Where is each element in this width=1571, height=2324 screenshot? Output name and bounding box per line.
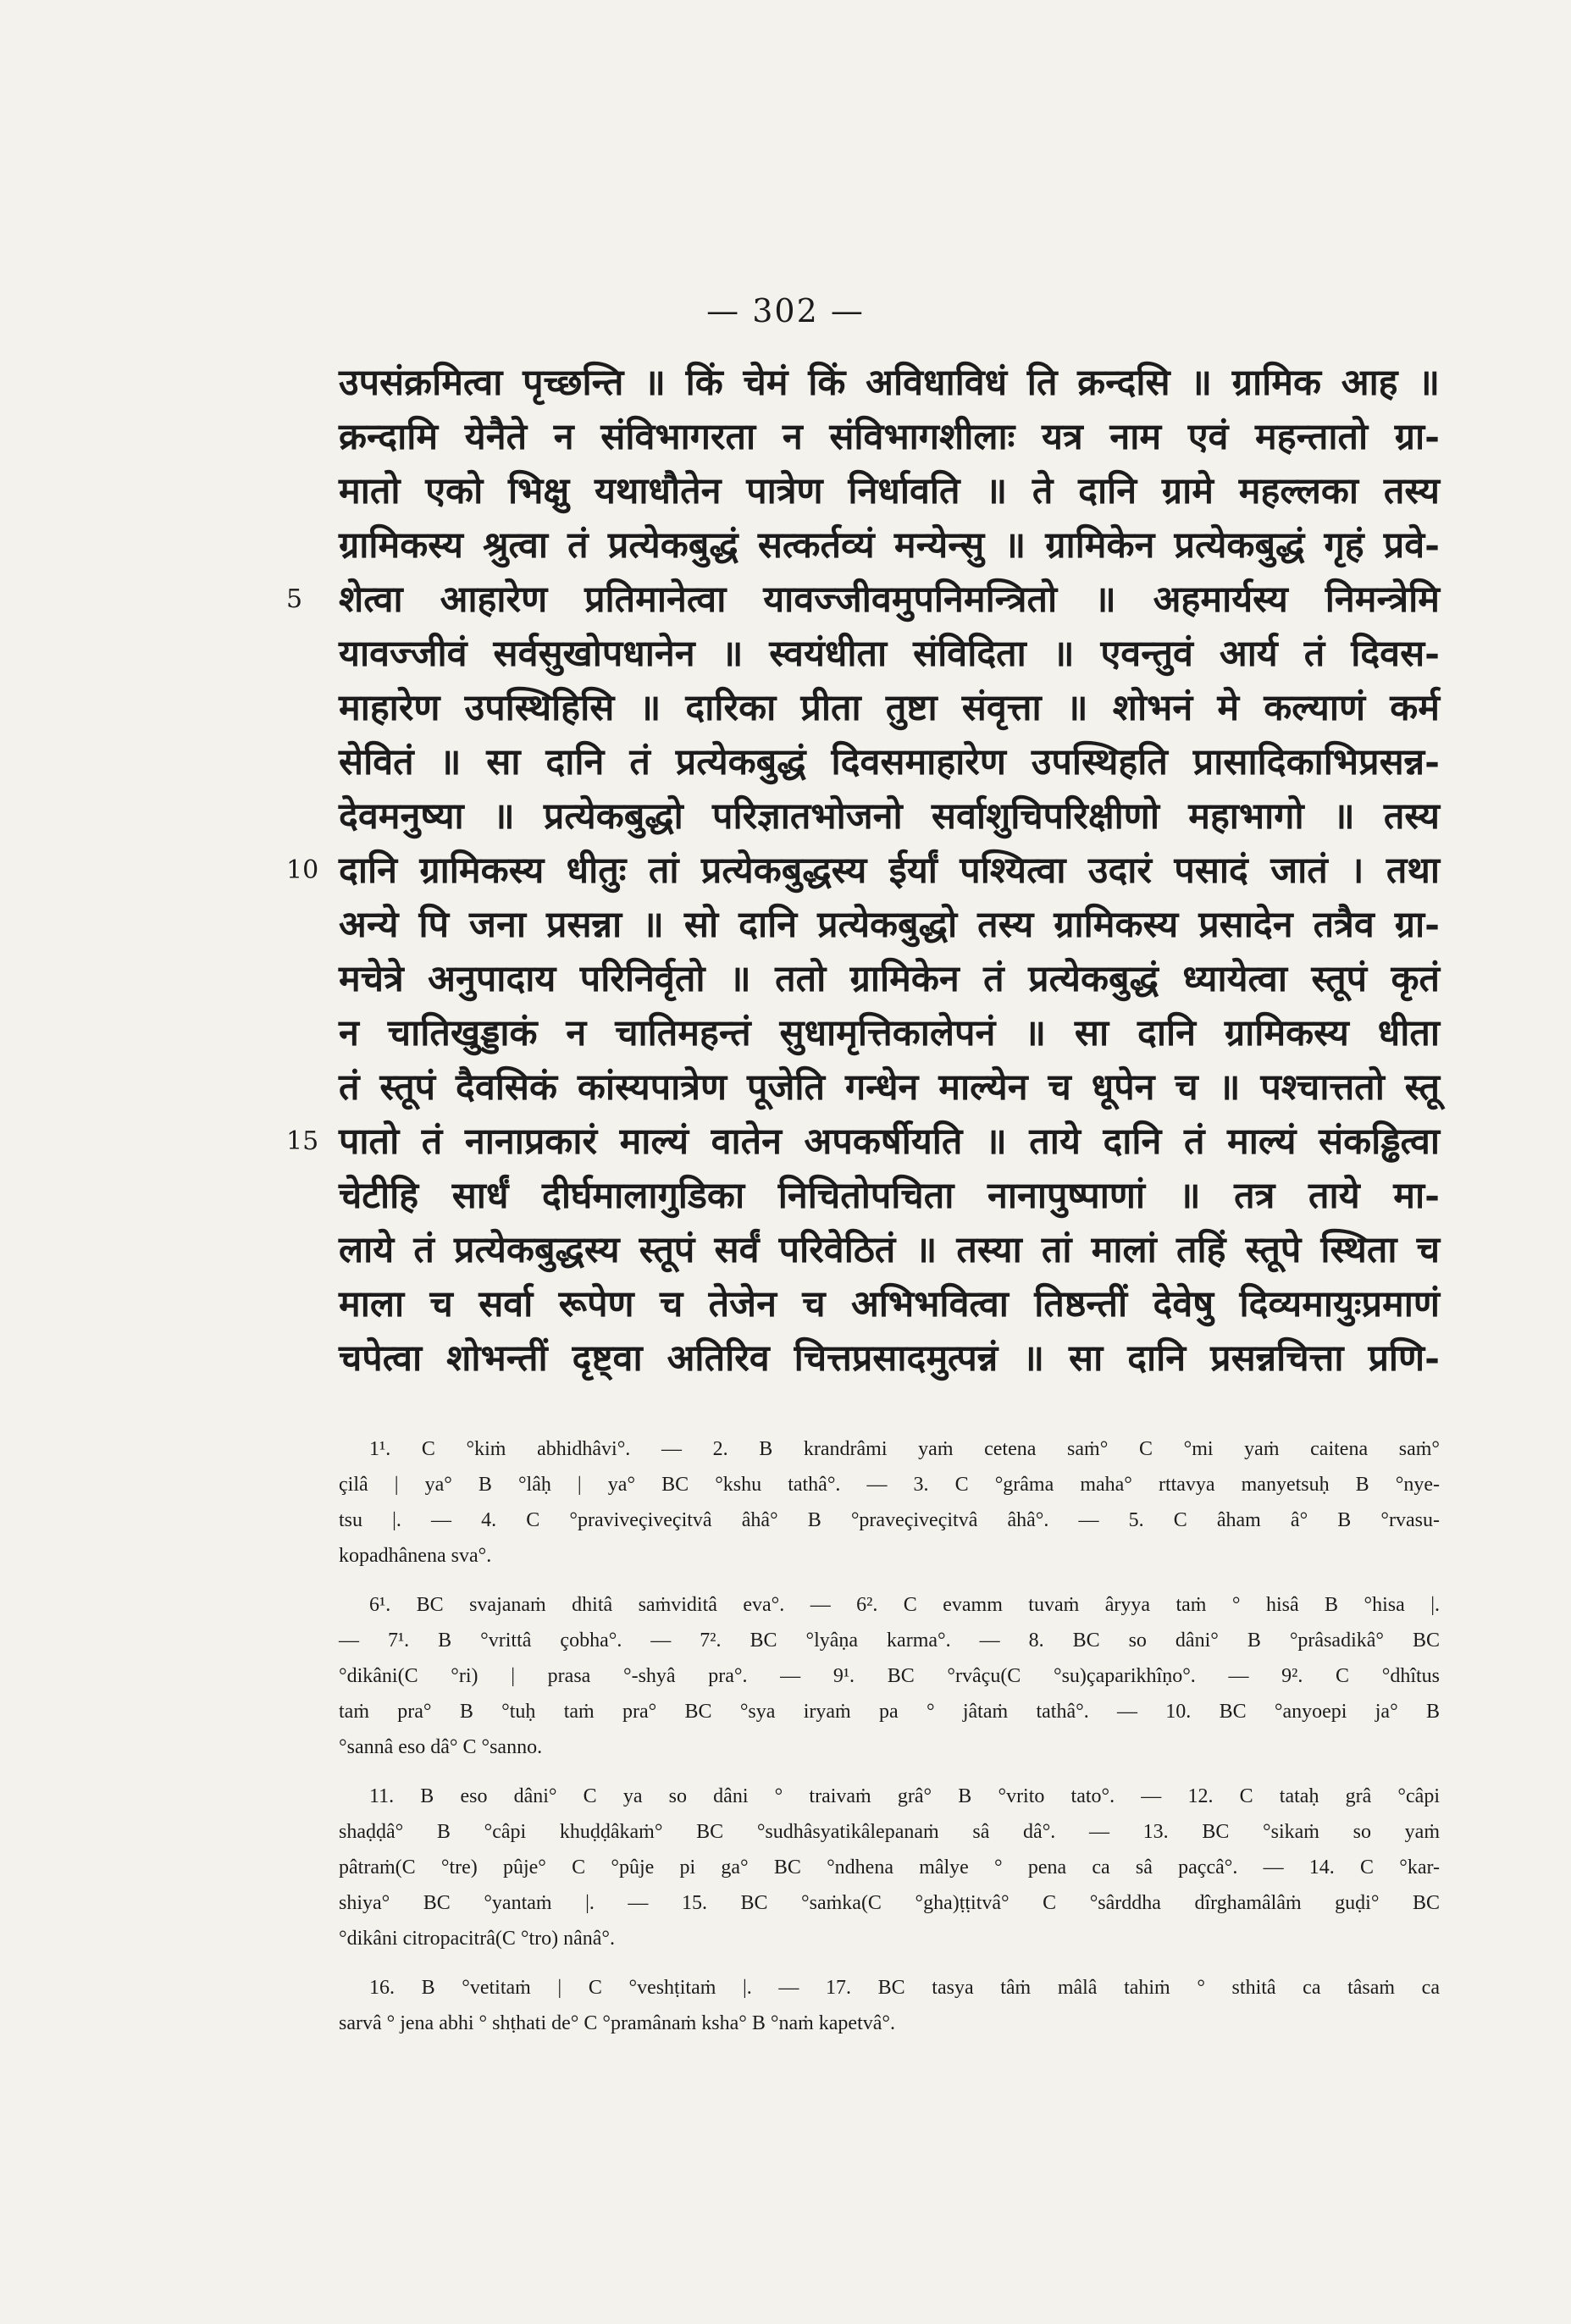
line-text: शेत्वा आहारेण प्रतिमानेत्वा यावज्जीवमुपनिमन्त्रितो ॥ अहमार्यस्य निमन्त्रेमि (339, 578, 1440, 621)
text-line (286, 573, 1440, 627)
text-line (286, 844, 1440, 898)
note-paragraph (339, 1970, 1440, 2041)
line-number: 5 (286, 584, 303, 614)
note-line: sarvâ ° jena abhi ° shṭhati de° C °pramânaṁ ksha° B °naṁ kapetvâ°. (339, 2012, 895, 2034)
text-line (339, 1169, 1440, 1223)
text-line (339, 681, 1440, 735)
line-text: न चातिखुड्डाकं न चातिमहन्तं सुधामृत्तिकालेपनं ॥ सा दानि ग्रामिकस्य धीता (339, 1012, 1440, 1054)
note-line: 11. B eso dâni° C ya so dâni ° traivaṁ grâ° B °vrito tato°. — 12. C tataḥ grâ °câpi (369, 1785, 1440, 1807)
line-text: माहारेण उपस्थिहिसि ॥ दारिका प्रीता तुष्टा संवृत्ता ॥ शोभनं मे कल्याणं कर्म (339, 687, 1440, 729)
note-line: tsu |. — 4. C °praviveçiveçitvâ âhâ° B °praveçiveçitvâ âhâ°. — 5. C âham â° B °rvasu- (339, 1509, 1440, 1531)
note-line: °dikâni citropacitrâ(C °tro) nânâ°. (339, 1928, 616, 1950)
critical-apparatus (339, 1431, 1440, 2055)
main-text (286, 356, 1441, 1386)
note-line: çilâ | ya° B °lâḥ | ya° BC °kshu tathâ°. — 3. C °grâma maha° rttavya manyetsuḥ B °nye- (339, 1474, 1440, 1496)
note-line: 6¹. BC svajanaṁ dhitâ saṁviditâ eva°. — 6². C evamm tuvaṁ âryya taṁ ° hisâ B °hisa |. (369, 1594, 1440, 1616)
text-line (339, 627, 1440, 681)
text-line (339, 410, 1440, 464)
note-line: pâtraṁ(C °tre) pûje° C °pûje pi ga° BC °ndhena mâlye ° pena ca sâ paçcâ°. — 14. C °kar- (339, 1856, 1440, 1879)
line-text: उपसंक्रमित्वा पृच्छन्ति ॥ किं चेमं किं अविधाविधं ति क्रन्दसि ॥ ग्रामिक आह ॥ (339, 362, 1440, 404)
line-text: पातो तं नानाप्रकारं माल्यं वातेन अपकर्षीयति ॥ ताये दानि तं माल्यं संकड्ढित्वा (339, 1120, 1440, 1163)
note-paragraph (339, 1431, 1440, 1574)
line-number: 10 (286, 855, 319, 885)
note-paragraph (339, 1779, 1440, 1956)
text-line (339, 518, 1440, 573)
line-text: देवमनुष्या ॥ प्रत्येकबुद्धो परिज्ञातभोजनो सर्वाशुचिपरिक्षीणो महाभागो ॥ तस्य (339, 795, 1440, 838)
line-number: 15 (286, 1126, 319, 1156)
text-line (339, 898, 1440, 952)
line-text: तं स्तूपं दैवसिकं कांस्यपात्रेण पूजेति गन्धेन माल्येन च धूपेन च ॥ पश्चात्ततो स्तू (339, 1066, 1440, 1109)
text-line (339, 1060, 1440, 1115)
note-line: shiya° BC °yantaṁ |. — 15. BC °saṁka(C °gha)ṭṭitvâ° C °sârddha dîrghamâlâṁ guḍi° BC (339, 1892, 1440, 1914)
note-line: 16. B °vetitaṁ | C °veshṭitaṁ |. — 17. BC tasya tâṁ mâlâ tahiṁ ° sthitâ ca tâsaṁ ca (369, 1977, 1440, 1999)
note-line: °sannâ eso dâ° C °sanno. (339, 1736, 543, 1758)
text-line (339, 1006, 1440, 1060)
page-number: — 302 — (706, 292, 865, 329)
line-text: मचेत्रे अनुपादाय परिनिर्वृतो ॥ ततो ग्रामिकेन तं प्रत्येकबुद्धं ध्यायेत्वा स्तूपं कृतं (339, 958, 1440, 1000)
line-text: मातो एको भिक्षु यथाधौतेन पात्रेण निर्धावति ॥ ते दानि ग्रामे महल्लका तस्य (339, 470, 1440, 512)
text-line (339, 1277, 1440, 1331)
text-line (339, 789, 1440, 844)
line-text: दानि ग्रामिकस्य धीतुः तां प्रत्येकबुद्धस्य ईर्यां पश्यित्वा उदारं पसादं जातं । तथा (339, 849, 1440, 892)
text-line (339, 464, 1440, 518)
line-text: माला च सर्वा रूपेण च तेजेन च अभिभवित्वा तिष्ठन्तीं देवेषु दिव्यमायुःप्रमाणं (339, 1283, 1441, 1325)
line-text: अन्ये पि जना प्रसन्ना ॥ सो दानि प्रत्येकबुद्धो तस्य ग्रामिकस्य प्रसादेन तत्रैव ग्रा- (339, 904, 1440, 946)
text-line (339, 735, 1440, 789)
note-line: 1¹. C °kiṁ abhidhâvi°. — 2. B krandrâmi yaṁ cetena saṁ° C °mi yaṁ caitena saṁ° (369, 1438, 1440, 1460)
note-line: kopadhânena sva°. (339, 1545, 492, 1567)
line-text: यावज्जीवं सर्वसुखोपधानेन ॥ स्वयंधीता संविदिता ॥ एवन्तुवं आर्य तं दिवस- (339, 633, 1440, 675)
text-line (339, 356, 1440, 410)
text-line (286, 1115, 1440, 1169)
text-line (339, 1331, 1440, 1386)
text-line (339, 1223, 1440, 1277)
line-text: चेटीहि सार्धं दीर्घमालागुडिका निचितोपचिता नानापुष्पाणां ॥ तत्र ताये मा- (339, 1175, 1440, 1217)
note-line: — 7¹. B °vrittâ çobha°. — 7². BC °lyâṇa karma°. — 8. BC so dâni° B °prâsadikâ° BC (339, 1630, 1440, 1652)
line-text: चपेत्वा शोभन्तीं दृष्ट्वा अतिरिव चित्तप्रसादमुत्पन्नं ॥ सा दानि प्रसन्नचित्ता प्रणि- (339, 1337, 1440, 1380)
note-line: °dikâni(C °ri) | prasa °-shyâ pra°. — 9¹. BC °rvâçu(C °su)çaparikhîṇo°. — 9². C °dhîtus (339, 1665, 1440, 1687)
note-line: taṁ pra° B °tuḥ taṁ pra° BC °sya iryaṁ pa ° jâtaṁ tathâ°. — 10. BC °anyoepi ja° B (339, 1701, 1440, 1723)
line-text: लाये तं प्रत्येकबुद्धस्य स्तूपं सर्वं परिवेठितं ॥ तस्या तां मालां तहिं स्तूपे स्थिता च (339, 1229, 1440, 1271)
note-line: shaḍḍâ° B °câpi khuḍḍâkaṁ° BC °sudhâsyatikâlepanaṁ sâ dâ°. — 13. BC °sikaṁ so yaṁ (339, 1821, 1440, 1843)
text-line (339, 952, 1440, 1006)
line-text: क्रन्दामि येनैते न संविभागरता न संविभागशीलाः यत्र नाम एवं महन्तातो ग्रा- (339, 416, 1440, 458)
note-paragraph (339, 1587, 1440, 1765)
line-text: सेवितं ॥ सा दानि तं प्रत्येकबुद्धं दिवसमाहारेण उपस्थिहति प्रासादिकाभिप्रसन्न- (339, 741, 1440, 783)
line-text: ग्रामिकस्य श्रुत्वा तं प्रत्येकबुद्धं सत्कर्तव्यं मन्येन्सु ॥ ग्रामिकेन प्रत्येकबुद्धं गृहं प्रवे- (339, 524, 1440, 567)
